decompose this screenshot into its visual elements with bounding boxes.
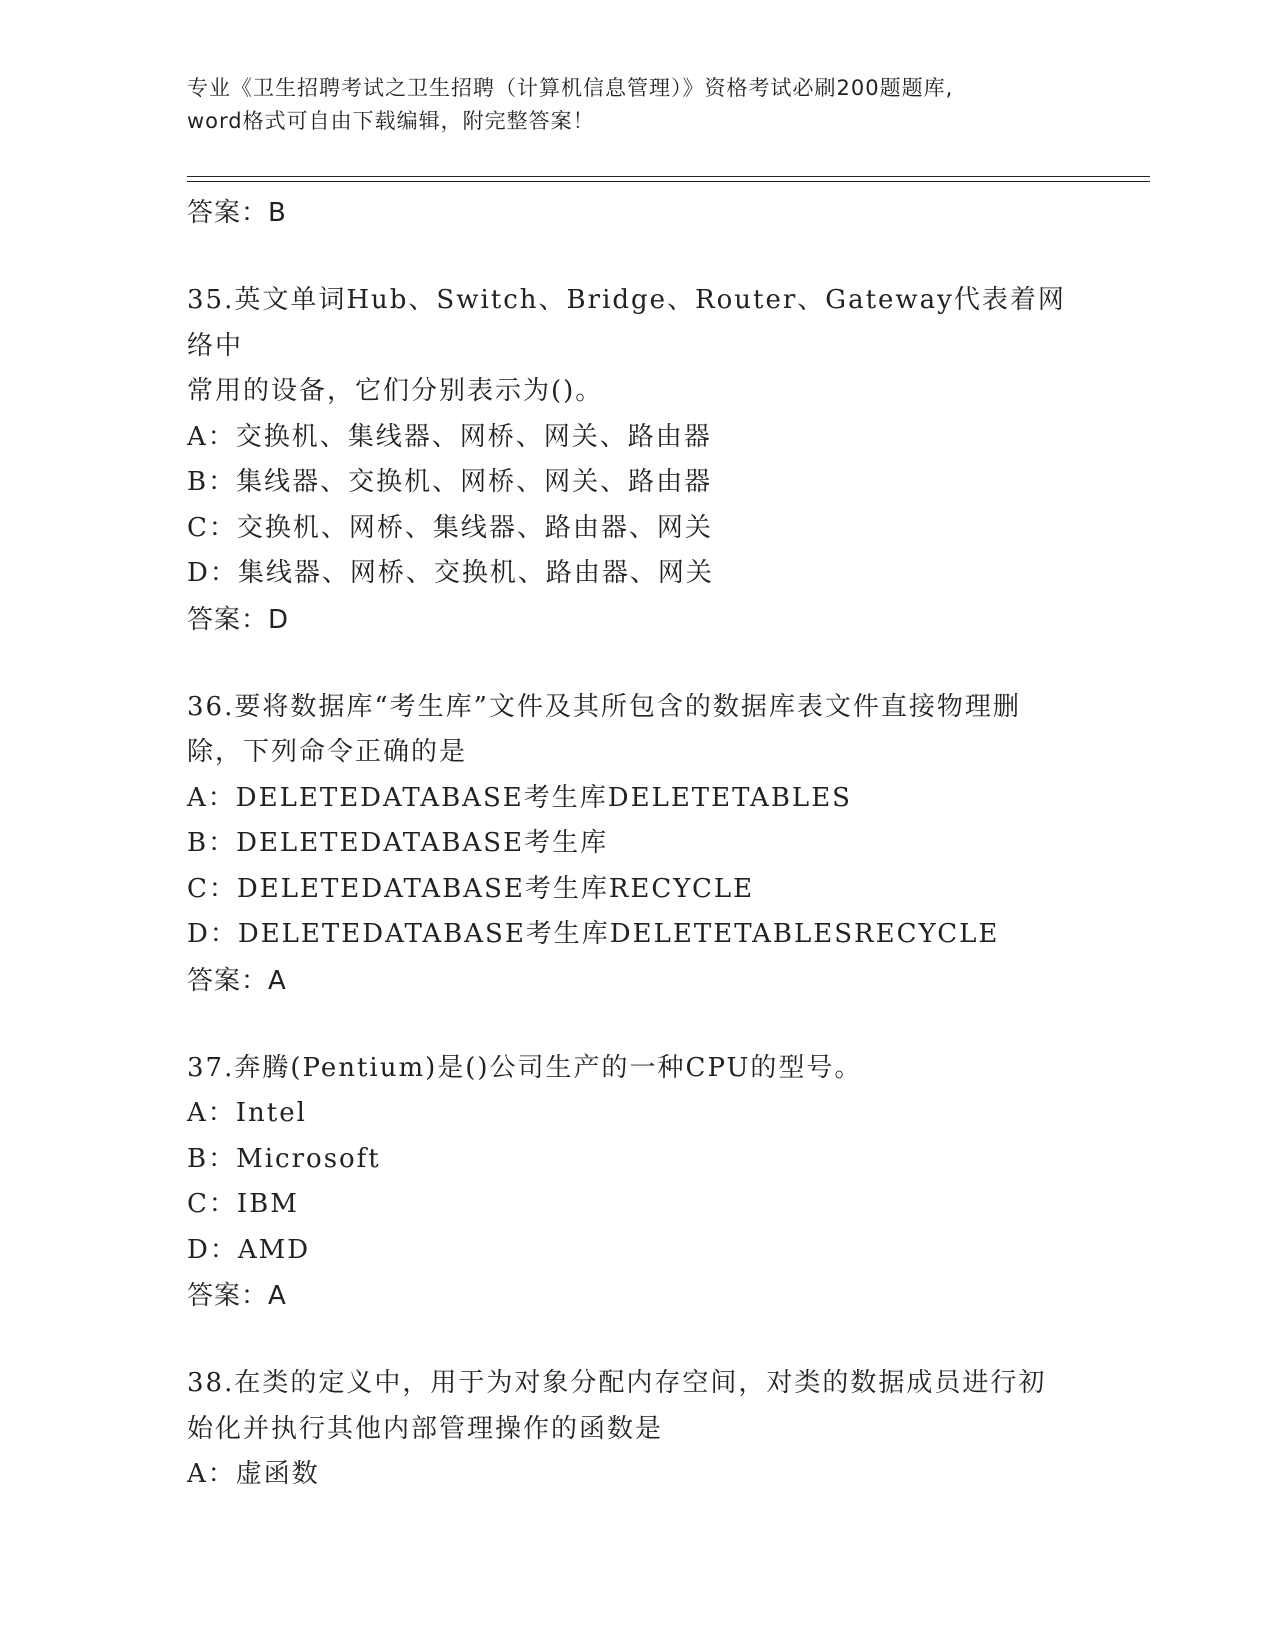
question-text-line: 始化并执行其他内部管理操作的函数是 [187, 1413, 664, 1444]
header-subtitle-line: word格式可自由下载编辑，附完整答案！ [187, 109, 595, 133]
question-text-line: 38.在类的定义中，用于为对象分配内存空间，对类的数据成员进行初 [187, 1368, 1047, 1398]
option-d: D：集线器、网桥、交换机、路由器、网关 [187, 558, 714, 588]
question-text-line: 35.英文单词Hub、Switch、Bridge、Router、Gateway代表着网络中 [187, 285, 1066, 361]
option-b: B：集线器、交换机、网桥、网关、路由器 [187, 467, 713, 497]
question-35 [187, 278, 1087, 643]
option-c: C：IBM [187, 1189, 299, 1219]
header-divider-thick [187, 176, 1150, 177]
answer-label: 答案：A [187, 965, 287, 996]
option-a: A：交换机、集线器、网桥、网关、路由器 [187, 421, 712, 452]
option-d: D：AMD [187, 1234, 311, 1265]
option-b: B：Microsoft [187, 1143, 381, 1174]
question-37 [187, 1046, 1087, 1320]
answer-label: 答案：B [187, 198, 287, 228]
question-text-line: 37.奔腾(Pentium)是()公司生产的一种CPU的型号。 [187, 1052, 863, 1083]
document-header [187, 72, 1087, 138]
header-title-line: 专业《卫生招聘考试之卫生招聘（计算机信息管理）》资格考试必刷200题题库, [187, 76, 954, 100]
question-36 [187, 685, 1087, 1004]
question-text-line: 常用的设备，它们分别表示为()。 [187, 376, 604, 406]
option-a: A：Intel [187, 1098, 307, 1128]
answer-label: 答案：A [187, 1281, 287, 1311]
option-d: D：DELETEDATABASE考生库DELETETABLESRECYCLE [187, 919, 1000, 949]
option-c: C：交换机、网桥、集线器、路由器、网关 [187, 512, 713, 543]
option-b: B：DELETEDATABASE考生库 [187, 828, 609, 858]
question-text-line: 36.要将数据库“考生库”文件及其所包含的数据库表文件直接物理删 [187, 691, 1021, 722]
option-a: A：虚函数 [187, 1459, 320, 1489]
question-38 [187, 1361, 1087, 1498]
option-a: A：DELETEDATABASE考生库DELETETABLES [187, 782, 852, 813]
question-text-line: 除，下列命令正确的是 [187, 737, 468, 767]
header-divider-thin [187, 181, 1150, 182]
option-c: C：DELETEDATABASE考生库RECYCLE [187, 873, 755, 904]
answer-label: 答案：D [187, 604, 290, 635]
question-list [187, 190, 1087, 1498]
